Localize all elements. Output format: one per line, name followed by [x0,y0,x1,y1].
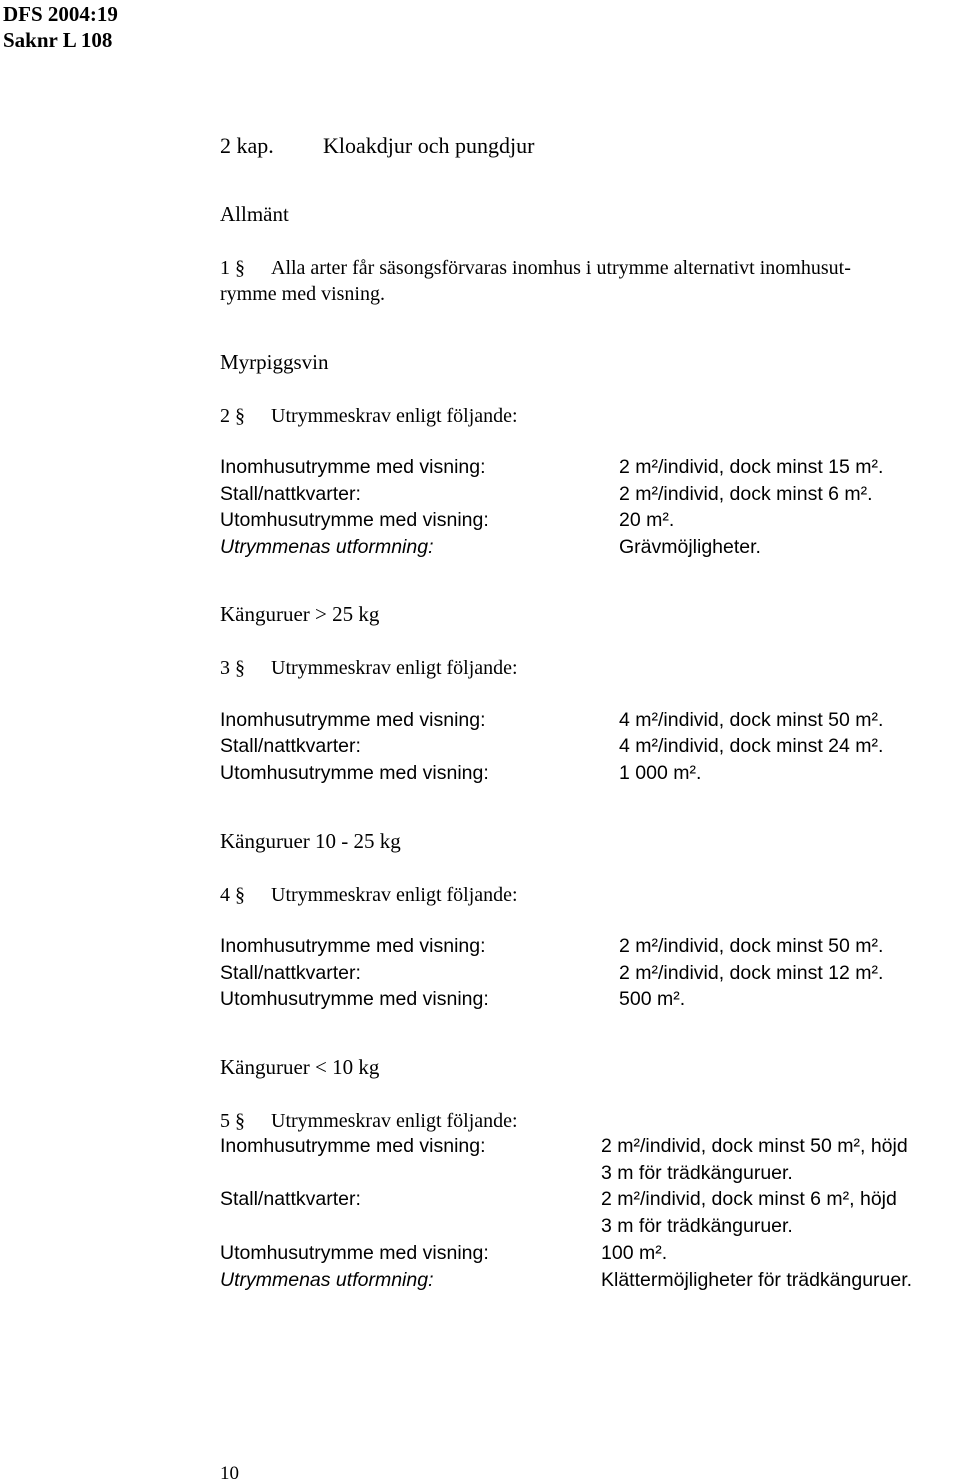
requirement-value: 1 000 m². [619,762,702,784]
requirement-label: Utomhusutrymme med visning: [220,988,489,1010]
requirement-label: Stall/nattkvarter: [220,483,361,505]
section-heading-kanguruer-over-25: Känguruer > 25 kg [220,602,380,626]
chapter-number: 2 kap. [220,133,274,158]
requirement-value: 2 m²/individ, dock minst 6 m². [619,483,873,505]
paragraph-3-text: Utrymmeskrav enligt följande: [271,657,518,679]
requirement-value: Klättermöjligheter för trädkänguruer. [601,1269,913,1291]
paragraph-1-text-line2: rymme med visning. [220,283,385,305]
requirement-label: Inomhusutrymme med visning: [220,935,486,957]
page-number: 10 [220,1463,239,1484]
requirement-value: 100 m². [601,1242,668,1264]
requirement-value: 2 m²/individ, dock minst 15 m². [619,456,884,478]
requirement-label: Utrymmenas utformning: [220,1269,434,1291]
requirement-label: Utomhusutrymme med visning: [220,509,489,531]
requirement-label: Inomhusutrymme med visning: [220,456,486,478]
section-heading-general: Allmänt [220,202,289,226]
requirement-label: Utomhusutrymme med visning: [220,1242,489,1264]
requirement-label: Inomhusutrymme med visning: [220,1135,486,1157]
paragraph-5-text: Utrymmeskrav enligt följande: [271,1110,518,1132]
requirement-value-continued: 3 m för trädkänguruer. [601,1215,793,1237]
section-heading-kanguruer-10-25: Känguruer 10 - 25 kg [220,829,401,853]
requirement-value: 4 m²/individ, dock minst 24 m². [619,735,884,757]
requirement-value: 20 m². [619,509,675,531]
paragraph-number-5: 5 § [220,1110,245,1132]
case-number: Saknr L 108 [3,28,113,52]
doc-reference: DFS 2004:19 [3,2,118,26]
paragraph-number-1: 1 § [220,257,245,279]
requirement-label: Inomhusutrymme med visning: [220,709,486,731]
section-heading-myrpiggsvin: Myrpiggsvin [220,350,329,374]
paragraph-1-text-line1: Alla arter får säsongsförvaras inomhus i utrymme alternativt inomhusut- [271,257,851,279]
paragraph-number-3: 3 § [220,657,245,679]
chapter-title: Kloakdjur och pungdjur [323,133,535,158]
section-heading-kanguruer-under-10: Känguruer < 10 kg [220,1055,380,1079]
paragraph-number-2: 2 § [220,405,245,427]
paragraph-number-4: 4 § [220,884,245,906]
paragraph-4-text: Utrymmeskrav enligt följande: [271,884,518,906]
requirement-label: Utomhusutrymme med visning: [220,762,489,784]
requirement-value: 4 m²/individ, dock minst 50 m². [619,709,884,731]
requirement-label: Stall/nattkvarter: [220,735,361,757]
requirement-label: Utrymmenas utformning: [220,536,434,558]
requirement-value-continued: 3 m för trädkänguruer. [601,1162,793,1184]
requirement-label: Stall/nattkvarter: [220,1188,361,1210]
requirement-value: 2 m²/individ, dock minst 12 m². [619,962,884,984]
requirement-value: 500 m². [619,988,686,1010]
requirement-value: 2 m²/individ, dock minst 50 m². [619,935,884,957]
requirement-value: 2 m²/individ, dock minst 50 m², höjd [601,1135,908,1157]
paragraph-2-text: Utrymmeskrav enligt följande: [271,405,518,427]
requirement-value: 2 m²/individ, dock minst 6 m², höjd [601,1188,897,1210]
requirement-value: Grävmöjligheter. [619,536,761,558]
requirement-label: Stall/nattkvarter: [220,962,361,984]
